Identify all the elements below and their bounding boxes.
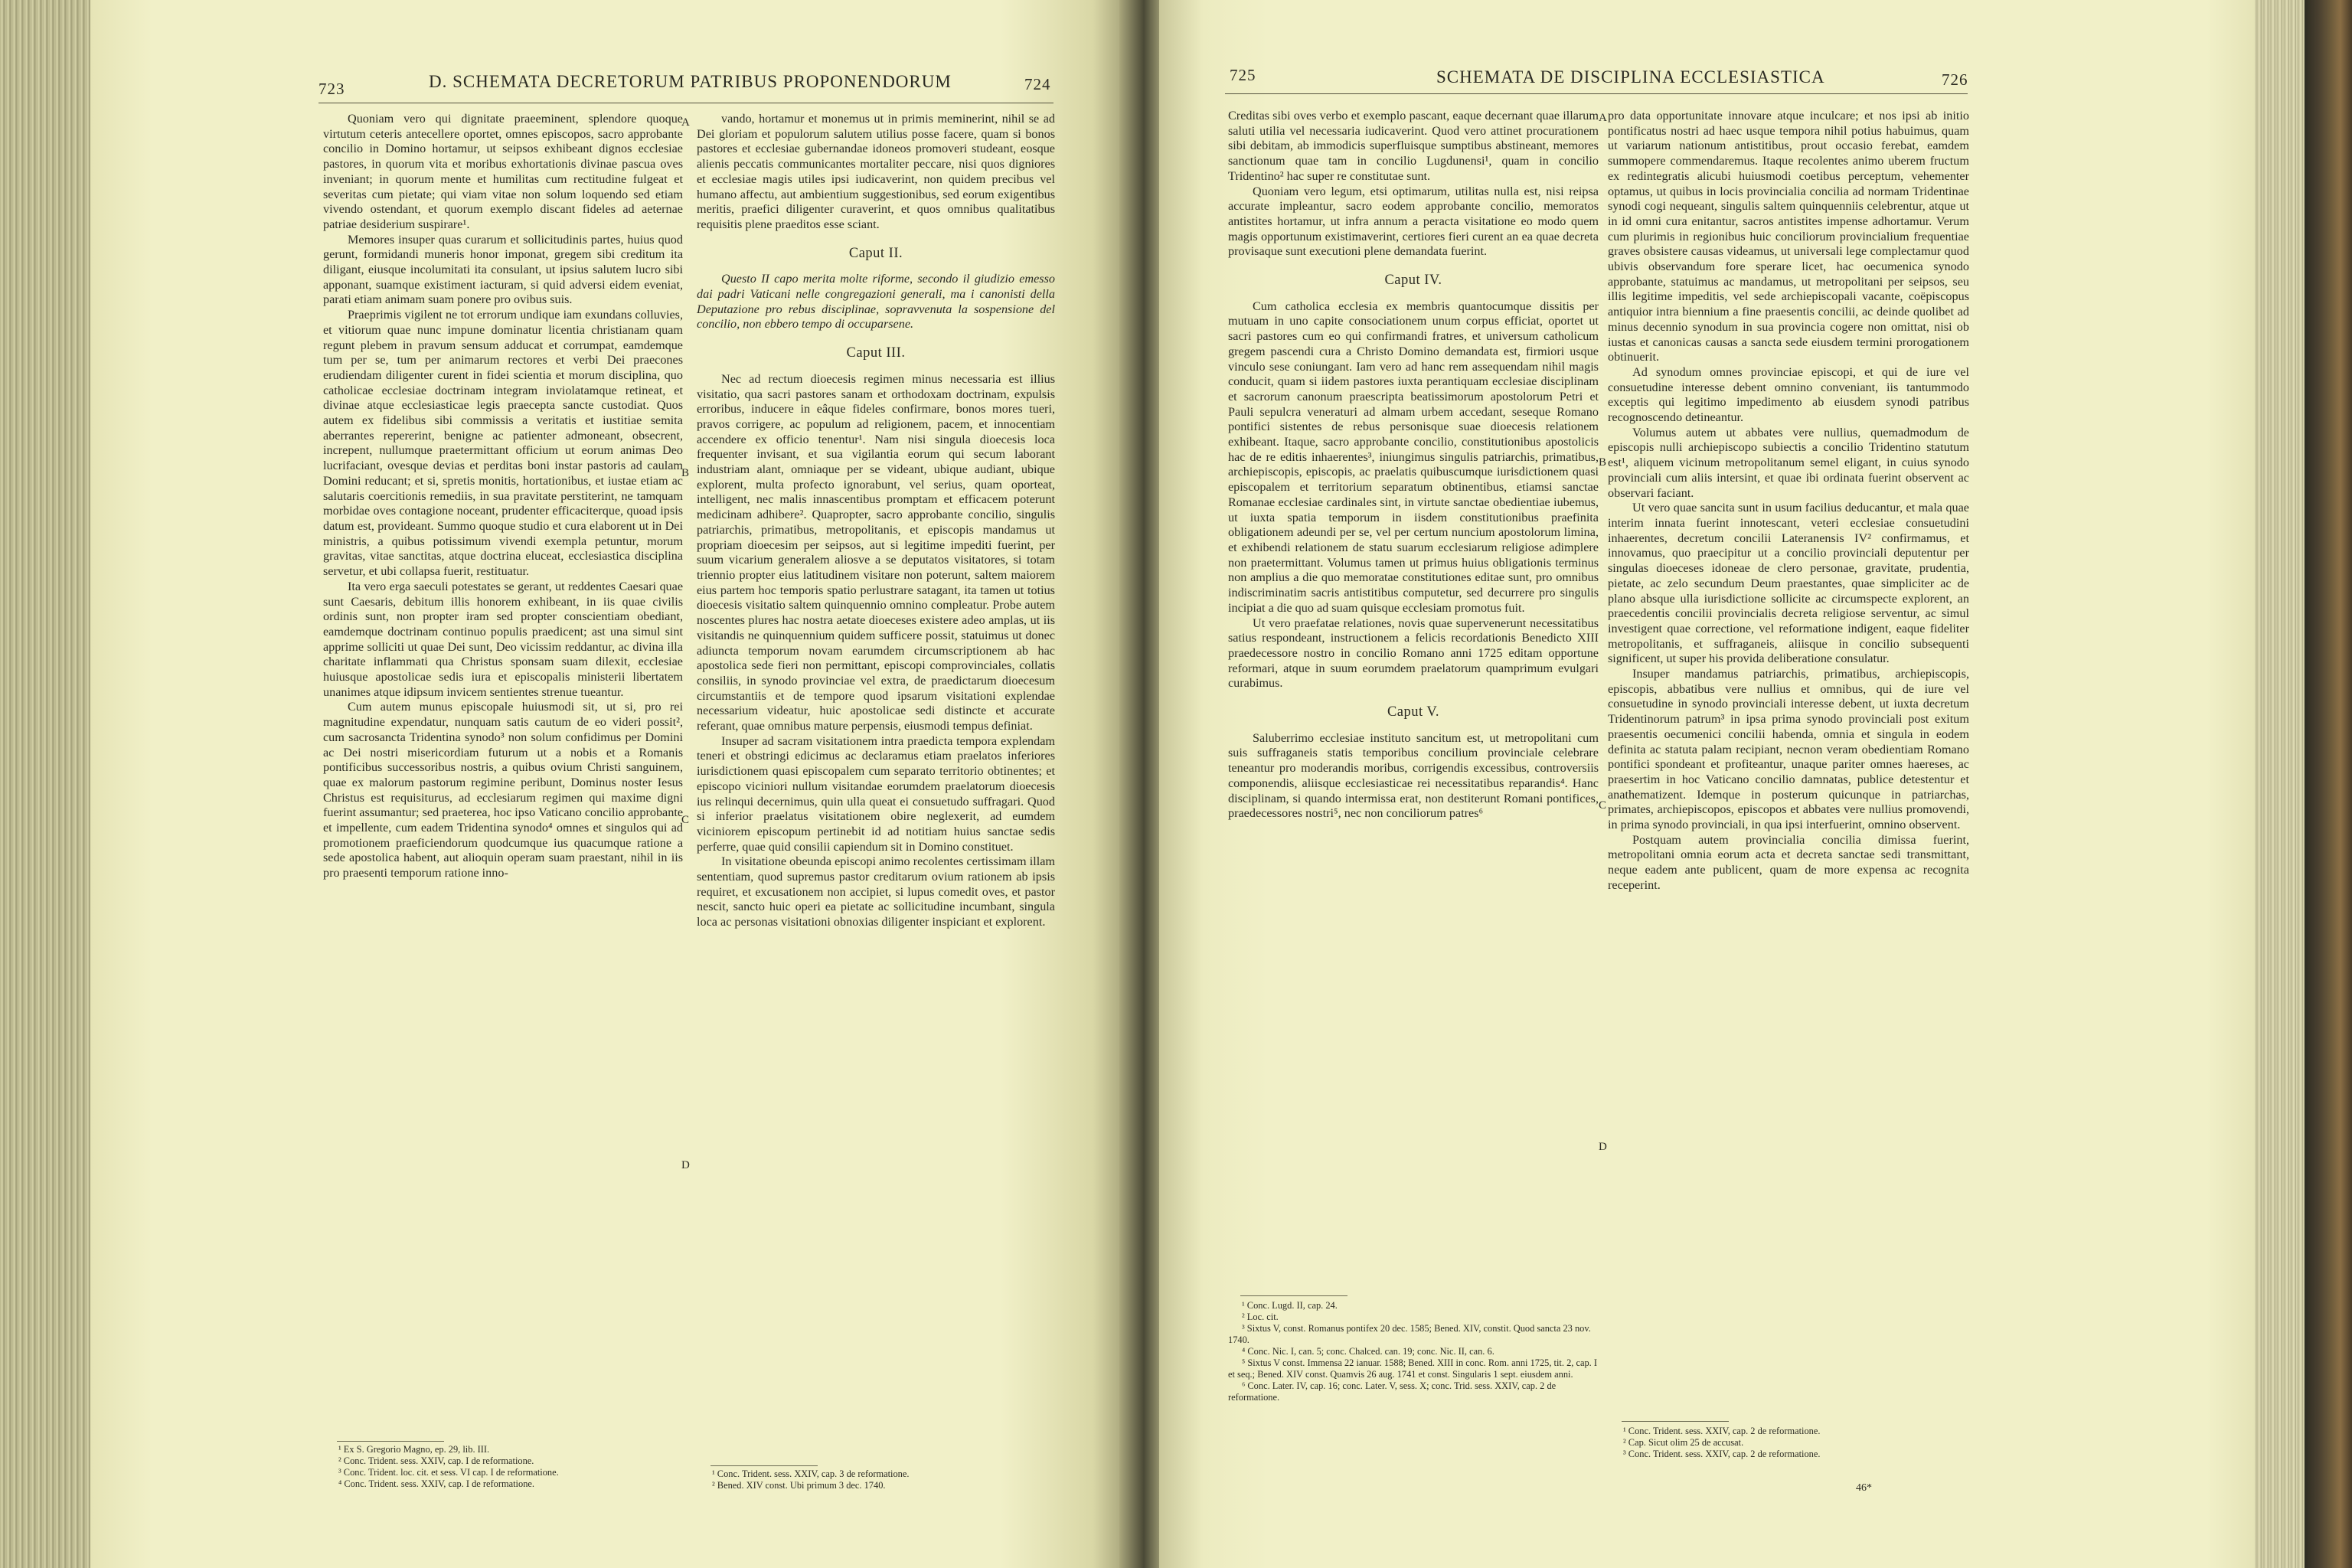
paragraph: Ut vero praefatae relationes, novis quae supervenerunt necessitatibus satius respondeant, instructionem a felicis recordationis Benedicto XIII praedecessore nostro in concilio Romano anni 1725 editam opportune reformari, atque in suum eorumdem praelatorum quamprimum evulgari curabimus. (1228, 616, 1599, 691)
right-marker-c: C (1599, 799, 1607, 812)
footnote: ³ Conc. Trident. loc. cit. et sess. VI cap. I de reformatione. (338, 1467, 559, 1478)
page-edges-left (0, 0, 92, 1568)
left-page-column-2 (697, 112, 1055, 930)
left-page-title: D. SCHEMATA DECRETORUM PATRIBUS PROPONENDORUM (429, 72, 952, 91)
footnote: ¹ Conc. Lugd. II, cap. 24. (1242, 1300, 1338, 1311)
signature-mark: 46* (1856, 1482, 1872, 1494)
paragraph: Cum autem munus episcopale huiusmodi sit, ut si, pro rei magnitudine expendatur, nunquam satis cautum de eo videri possit², cum sacrosancta Tridentina synodo³ non solum confidimus per Domini ac Dei nostri misericordiam futurum ut a nobis et a Romanis pontificibus successoribus nostris, a quibus ovium Christi sanguinem, quae ex malorum pastorum regimine peribunt, Dominus noster Iesus Christus est requisiturus, ad ecclesiarum regimen qui maxime digni fuerint assumantur; sed praeterea, hoc ipso Vaticano concilio approbante et impellente, cum eadem Tridentina synodo⁴ omnes et singulos qui ad promotionem praeficiendorum quodcumque ius quacumque ratione a sede apostolica habent, aut alioquin operam suam praestant, nihil in iis pro praesenti temporum ratione inno- (323, 700, 683, 880)
paragraph: Quoniam vero legum, etsi optimarum, utilitas nulla est, nisi reipsa accurate impleantur, sacro eodem approbante concilio, memoratos antistites hortamur, ut infra annum a peracta visitatione eo modo quem magis opportunum existimaverint, certiores fieri curent an ea quae decreta provisaque sunt executioni plene demandata fuerint. (1228, 184, 1599, 259)
paragraph: Ita vero erga saeculi potestates se gerant, ut reddentes Caesari quae sunt Caesaris, debitum illis honorem exhibeant, in iis quae civilis ordinis sunt, non propter iram sed propter conscientiam obediant, eamdemque doctrinam continuo populis praedicent; ast una simul sint apprime solliciti ut quae Dei sunt, Deo vicissim reddantur, ac divina illa charitate inflammati qua Christus sponsam suam dilexit, ecclesiae huiusque apostolicae sedis iura et episcopalis ministerii libertatem unanimes atque idipsum invicem sentientes strenue tueantur. (323, 579, 683, 699)
right-marker-d: D (1599, 1141, 1607, 1153)
left-page-column-1 (323, 112, 683, 881)
left-col1-footnote-rule (337, 1441, 444, 1442)
left-marker-d: D (681, 1159, 690, 1171)
footnote: ¹ Conc. Trident. sess. XXIV, cap. 3 de reformatione. (712, 1468, 910, 1479)
right-col2-footnote-rule (1622, 1421, 1729, 1422)
right-page-column-1 (1228, 109, 1599, 822)
paragraph: Insuper mandamus patriarchis, primatibus, archiepiscopis, episcopis, abbatibus vere nullius et omnibus, qui de iure vel consuetudine in synodo provinciali interesse debent, ut iuxta decretum Tridentinorum patrum³ in ipsa prima synodo provinciali post exitum praesentis oecumenici concilii habenda, omnia et singula in eodem definita ac statuta palam recipiant, necnon veram obedientiam Romano pontifici spondeant et profiteantur, unaque pariter omnes haereses, ac praesertim in hoc Vaticano concilio damnatas, publice detestentur et anathematizent. Idemque in posterum quicunque in patriarchas, primates, archiepiscopos, episcopos et abbates vere nullius promovendi, in prima synodo provinciali, in qua ipsi interfuerint, omnino observent. (1608, 667, 1969, 832)
right-page-column-2 (1608, 109, 1969, 893)
paragraph: Saluberrimo ecclesiae instituto sancitum est, ut metropolitani cum suis suffraganeis statis temporibus concilium provinciale celebrare teneantur pro moderandis moribus, corrigendis excessibus, controversiis componendis, aliisque ecclesiasticae rei necessitatibus reparandis⁴. Hanc disciplinam, si quando intermissa erat, non destiterunt Romani pontifices, praedecessores nostri⁵, nec non conciliorum patres⁶ (1228, 730, 1599, 821)
footnote: ⁴ Conc. Trident. sess. XXIV, cap. I de reformatione. (338, 1478, 534, 1489)
paragraph: Ad synodum omnes provinciae episcopi, et qui de iure vel consuetudine interesse debent omnino conveniant, iis tantummodo exceptis qui legitimo impedimento ab eiusdem synodi patribus recognoscendo detineantur. (1608, 364, 1969, 425)
left-marker-c: C (681, 814, 690, 826)
right-col1-footnote-rule (1240, 1295, 1348, 1296)
section-heading: Caput III. (846, 345, 906, 361)
page-edges-right (2255, 0, 2308, 1568)
footnote: ¹ Ex S. Gregorio Magno, ep. 29, lib. III. (338, 1444, 490, 1455)
left-marker-b: B (681, 467, 690, 479)
right-col2-footnotes (1609, 1426, 1971, 1460)
footnote: ² Conc. Trident. sess. XXIV, cap. I de reformatione. (338, 1455, 534, 1466)
right-col1-footnotes (1228, 1300, 1600, 1403)
section-heading: Caput II. (848, 245, 903, 261)
paragraph: Praeprimis vigilent ne tot errorum undique iam exundans colluvies, et vitiorum quae nunc impune dominatur licentia christianam quam regunt plebem in pravum sensum adducat et corrumpat, eamdemque tum per se, tum per animarum rectores et verbi Dei praecones erudiendam diligenter curent in fidei scientia et morum disciplina, quo catholicae ecclesiae doctrinam integram inviolatamque retineat, et divinae atque ecclesiasticae legis praecepta sancte custodiat. Quos autem ex fidelibus sibi commissis a veritatis et iustitiae semita aberrantes repererint, benigne ac patienter admoneant, obsecrent, increpent, nullumque praetermittant officium ut eorum animas Deo lucrifaciant, ovesque devias et perditas boni instar pastoris ad caulam Domini reducant; et si, spretis monitis, hortationibus, et iustae etiam ac salutaris coercitionis remediis, in sua pravitate perstiterint, ne tamquam morbidae oves contagione noceant, prudenter efficaciterque, quoad ipsis datum est, provideant. Summo quoque studio et cura elaborent ut in Dei ministris, a quibus potissimum vivendi exempla petuntur, morum gravitas, vitae sanctitas, atque doctrina eluceat, ecclesiastica disciplina servetur, et ubi collapsa fuerit, restituatur. (323, 308, 683, 579)
footnote: ³ Sixtus V, const. Romanus pontifex 20 dec. 1585; Bened. XIV, constit. Quod sancta 23 nov. 1740. (1228, 1323, 1591, 1345)
footnote: ² Loc. cit. (1242, 1312, 1279, 1322)
paragraph: Volumus autem ut abbates vere nullius, quemadmodum de episcopis nulli archiepiscopo subiectis a concilio Tridentino statutum est¹, aliquem vicinum metropolitanum semel eligant, in cuius synodo provinciali cum aliis intersint, et quae ibi ordinata fuerint observent ac observari faciant. (1608, 425, 1969, 500)
footnote: ⁵ Sixtus V const. Immensa 22 ianuar. 1588; Bened. XIII in conc. Rom. anni 1725, tit. 2, cap. I et seq.; Bened. XIV const. Quamvis 26 aug. 1741 et const. Singularis 1 sept. eiusdem anni. (1228, 1357, 1597, 1380)
paragraph: Ut vero quae sancita sunt in usum facilius deducantur, et mala quae interim innata fuerint innotescant, veteri ecclesiae consuetudini inhaerentes, decretum concilii Lateranensis IV² confirmamus, et innovamus, quo praecipitur ut a concilio provinciali deputentur per singulas dioeceses idoneae de clero personae, gravitate, prudentia, pietate, ac zelo secundum Deum praestantes, quae simpliciter ac de plano absque ulla iurisdictione sollicite ac circumspecte explorent, an praecedentis concilii provincialis decreta religiose serventur, ac simul investigent quae correctione, vel reformatione indigent, eaque fideliter metropolitanis, et suffraganeis, aliisque in concilio subsequenti significent, ut super his provida deliberatione consulatur. (1608, 501, 1969, 666)
paragraph: Creditas sibi oves verbo et exemplo pascant, eaque decernant quae illarum saluti utilia vel necessaria iudicaverint. Quod vero attinet procurationem sibi debitam, ab immodicis superfluisque sumptibus abstineant, memores sanctionum quae tam in concilio Lugdunensi¹, quam in concilio Tridentino² hac super re constitutae sunt. (1228, 109, 1599, 183)
paragraph: Memores insuper quas curarum et sollicitudinis partes, huius quod gerunt, formidandi muneris honor imponat, gregem sibi creditum ita diligant, eiusque incolumitati ita consulant, ut ipsius salutem lucro sibi apponant, suamque existiment iacturam, si quid adversi eidem eveniat, parati etiam animam suam ponere pro ovibus suis. (323, 232, 683, 307)
right-header-rule (1225, 93, 1968, 94)
section-heading: Caput V. (1387, 704, 1440, 720)
left-col2-footnote-rule (710, 1465, 818, 1466)
right-marker-b: B (1599, 456, 1607, 469)
footnote: ¹ Conc. Trident. sess. XXIV, cap. 2 de reformatione. (1623, 1426, 1821, 1436)
footnote: ² Cap. Sicut olim 25 de accusat. (1623, 1437, 1744, 1448)
right-page-number: 726 (1942, 70, 1968, 89)
right-page-number-left: 725 (1230, 66, 1256, 84)
footnote: ⁶ Conc. Later. IV, cap. 16; conc. Later. V, sess. X; conc. Trid. sess. XXIV, cap. 2 de reformatione. (1228, 1380, 1557, 1403)
paragraph: Quoniam vero qui dignitate praeeminent, splendore quoque virtutum ceteris antecellere oportet, omnes episcopos, sacro approbante concilio in Domino hortamur, ut seipsos exhibeant dignos ecclesiae pastores, in quorum vita et moribus exhortationis divinae pascua oves inveniant; in quorum mente et humilitas cum rectitudine fulgeat et severitas cum pietate; qui viam vitae non solum loquendo sed etiam vivendo ostendant, et quorum exemplo discant fideles ad aeternae patriae desiderium suspirare¹. (323, 112, 683, 231)
footnote: ³ Conc. Trident. sess. XXIV, cap. 2 de reformatione. (1623, 1449, 1821, 1459)
footnote: ⁴ Conc. Nic. I, can. 5; conc. Chalced. can. 19; conc. Nic. II, can. 6. (1242, 1346, 1494, 1357)
section-heading: Caput IV. (1384, 273, 1442, 289)
left-marker-a: A (681, 116, 690, 129)
paragraph: vando, hortamur et monemus ut in primis meminerint, nihil se ad Dei gloriam et populorum salutem utilius posse facere, quam si bonos pastores et ecclesiae gubernandae idoneos promoveri studeant, eosque alienis peccatis communicantes mortaliter peccare, nisi quos digniores et ecclesiae magis utiles ipsi iudicaverint, non quidem precibus vel humano affectu, aut ambientium suggestionibus, sed eorum exigentibus meritis, praefici diligenter curaverint, et quos omnibus qualitatibus requisitis plene praeditos esse sciant. (697, 112, 1055, 231)
paragraph: Postquam autem provincialia concilia dimissa fuerint, metropolitani omnia eorum acta et decreta sanctae sedi transmittant, neque eadem ante publicent, quam de more expensa ac recognita receperint. (1608, 832, 1969, 892)
left-page-number-right: 724 (1024, 75, 1051, 93)
left-col2-footnotes (698, 1468, 1058, 1491)
right-marker-a: A (1599, 112, 1607, 124)
editorial-note: Questo II capo merita molte riforme, secondo il giudizio emesso dai padri Vaticani nelle congregazioni generali, ma i canonisti della Deputazione pro rebus disciplinae, sopravvenuta la sospensione del concilio, non ebbero tempo di occuparsene. (697, 272, 1055, 332)
left-page-number: 723 (318, 80, 345, 98)
left-col1-footnotes (325, 1444, 684, 1490)
paragraph: In visitatione obeunda episcopi animo recolentes certissimam illam sententiam, quod supremus pastor creditarum ovium rationem ab ipsis requiret, et excusationem non accipiet, si lupus comedit oves, et pastor nescit, sancto huic operi ea pietate ac sollicitudine incumbant, singula loca ac personas visitationi obnoxias diligenter inspiciant et explorent. (697, 854, 1055, 929)
paragraph: pro data opportunitate innovare atque inculcare; et nos ipsi ab initio pontificatus nostri ad haec usque tempora nihil potius habuimus, quam ut variarum nationum antistitibus, prout occasio ferebat, eamdem summopere commendaremus. Itaque recolentes animo uberem fructum ex redintegratis alicubi huiusmodi coetibus perceptum, vehementer optamus, ut quibus in locis provincialia concilia ad normam Tridentinae synodi cogi nequeant, singulis saltem quinquenniis celebrentur, atque ut in id omni cura enitantur, sacros antistites impense adhortamur. Verum cum plurimis in regionibus huic conciliorum provincialium frequentiae graves obsistere causas videamus, ut universali lege complectamur quod ubivis observandum fore sperare licet, hac oecumenica synodo approbante, statuimus ac mandamus, ut metropolitani per seipsos, seu illis legitime impeditis, vel sede archiepiscopali vacante, coëpiscopus antiquior intra biennium a fine praesentis concilii, ac deinde quolibet ad minus decennio synodum in sua provincia cogere non omittat, nisi ob iustas et canonicas causas a sancta sede eiusdem termini prorogationem obtinuerit. (1608, 109, 1969, 364)
paragraph: Nec ad rectum dioecesis regimen minus necessaria est illius visitatio, qua sacri pastores sanam et orthodoxam doctrinam, expulsis erroribus, inducere in eâque fideles confirmare, bonos mores tueri, pravos corrigere, ac populum ad religionem, pacem, et innocentiam accendere ex officio tenentur¹. Nam nisi singula dioecesis loca frequenter invisant, et sua vigilantia eorum qui secum laborant industriam alant, omniaque per se videant, ubique audiant, ubique explorent, multa profecto ignorabunt, vel serius, quam oporteat, intelligent, nec malis innascentibus promptam et efficacem poterunt medicinam adhibere². Quapropter, sacro approbante concilio, singulis patriarchis, primatibus, metropolitanis, et episcopis mandamus ut propriam dioecesim per seipsos, aut si legitime impediti fuerint, per suum vicarium generalem aliosve a se deputatos visitatores, si totam triennio propter eius latitudinem visitare non poterunt, saltem maiorem eius partem hoc temporis spatio perlustrare satagant, ita tamen ut totius dioecesis visitatio saltem quinquennio omnino compleatur. Probe autem noscentes plures hac nostra aetate dioeceses existere adeo amplas, ut iis visitandis ne quinquennium quidem sufficere possit, statuimus ut donec adiuncta temporum novam earumdem circumscriptionem ab hac apostolica sede fieri non permittant, episcopi comprovinciales, collatis consiliis, in synodo provinciae vel extra, de praedictarum dioecesum circumstantiis et de tempore quod ipsarum visitationi explendae necessarium videatur, huic apostolicae sedi distincte et accurate referant, quae omnibus mature perpensis, eiusmodi tempus definiat. (697, 371, 1055, 733)
right-page-title: SCHEMATA DE DISCIPLINA ECCLESIASTICA (1436, 67, 1825, 87)
book-cover-edge (2305, 0, 2352, 1568)
paragraph: Cum catholica ecclesia ex membris quantocumque dissitis per mutuam in uno capite consociationem unum corpus efficiat, oportet ut sacri pastores cum eo qui confirmandi fratres, et universum catholicum gregem pascendi cura a Christo Domino demandata est, firmiori usque vinculo sese coniungant. Iam vero ad hanc rem assequendam nihil magis conducit, quam si iidem pastores iuxta perantiquam ecclesiae disciplinam et sacrorum canonum praescripta beatissimorum apostolorum Petri et Pauli sepulcra veneraturi ad almam urbem accedant, seseque Romano pontifici sistentes de rebus personisque suae dioecesis relationem exhibeant. Itaque, sacro approbante concilio, constitutionibus apostolicis hac de re editis inhaerentes³, iniungimus singulis patriarchis, primatibus, archiepiscopis, episcopis, ac praelatis quibuscumque iurisdictionem quasi episcopalem et territorium separatum obtinentibus, etiamsi sanctae Romanae ecclesiae cardinales sint, in virtute sanctae obedientiae iubemus, ut iuxta spatia temporum in iisdem constitutionibus praefinita obligationem adeundi per se, vel per certum nuncium apostolorum limina, et exhibendi relationem de statu suarum ecclesiarum religiose adimplere non praetermittant. Volumus tamen ut primus huius obligationis terminus non amplius a die quo memoratae constitutiones editae sunt, pro omnibus indiscriminatim sacris antistitibus computetur, sed decurrere pro singulis incipiat a die quo ad suam quisque ecclesiam promotus fuit. (1228, 299, 1599, 615)
book-gutter (1119, 0, 1164, 1568)
footnote: ² Bened. XIV const. Ubi primum 3 dec. 1740. (712, 1480, 886, 1491)
paragraph: Insuper ad sacram visitationem intra praedicta tempora explendam teneri et obstringi edicimus ac declaramus etiam praelatos inferiores iurisdictionem quasi episcopalem cum separato territorio obtinentes; et episcopo viciniori nullum visitandae eorumdem praelatorum dioecesis ius relinqui decernimus, quin ulla queat ei consuetudo suffragari. Quod si inferior praelatus visitationem obire neglexerit, ad eumdem viciniorem episcopum pertinebit id ad notitiam huius sanctae sedis perferre, quae quid consilii capiendum sit in Domino constituet. (697, 733, 1055, 854)
